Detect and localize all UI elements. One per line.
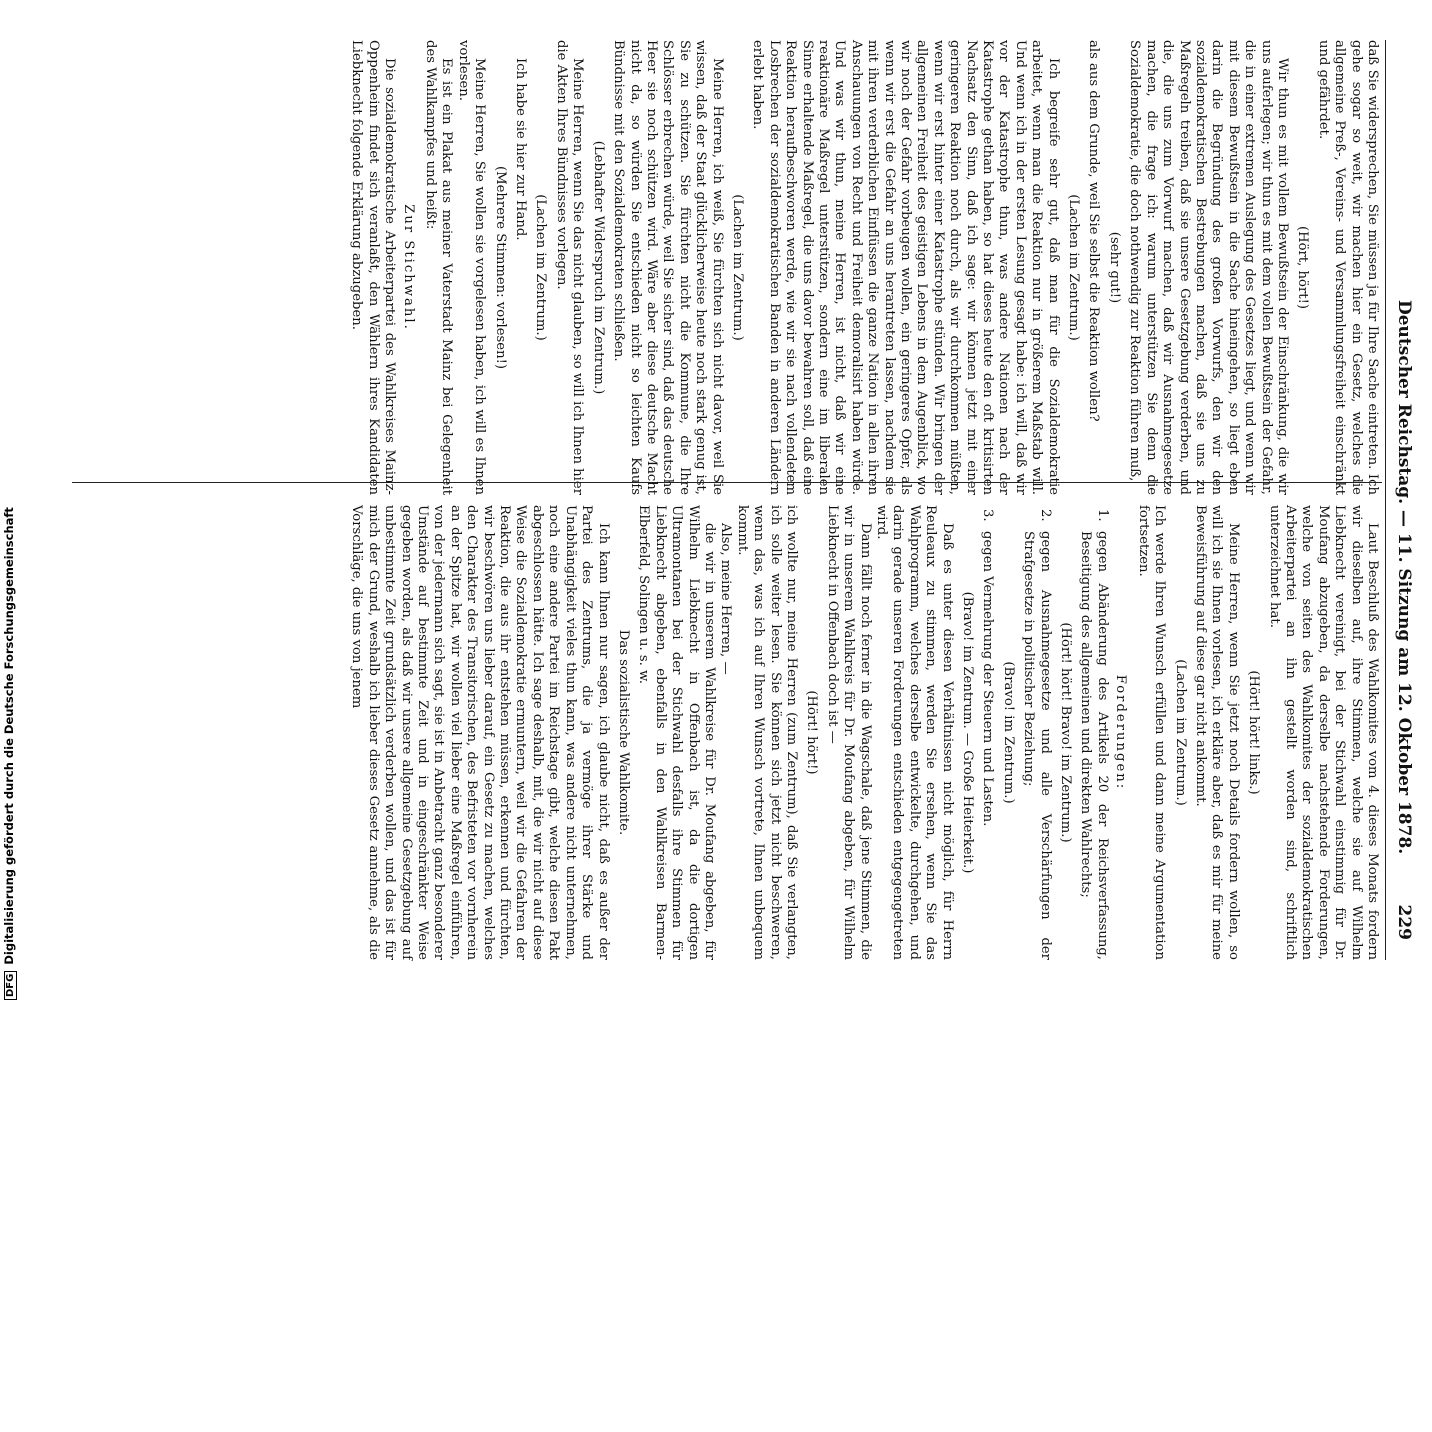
paragraph: Meine Herren, Sie wollen sie vorgelesen haben, ich will es Ihnen vorlesen. (455, 40, 488, 495)
list-item (1077, 505, 1110, 960)
right-column (348, 505, 1380, 960)
paragraph: Dann fällt noch ferner in die Wagschale, daß jene Stimmen, die wir in unserem Wahlkreis für Dr. Moufang abgeben, für Wilhelm Liebknecht in Offenbach doch ist — (824, 505, 873, 960)
stage-direction: (Lachen im Zentrum.) (533, 194, 549, 341)
scanned-page (52, 0, 1432, 1000)
paragraph: die wir in unserem Wahlkreise für Dr. Moufang abgeben, für Wilhelm Liebknecht in Offenbach ist, da die dortigen Ultramontanen bei der Stichwahl desfalls ihre Stimmen für Liebknecht abgeben, ebenfalls in den Wahlkreisen Barmen-Elberfeld, Solingen u. s. w. (636, 505, 717, 960)
stage-direction: (sehr gut!) (1106, 231, 1122, 304)
list-item (1020, 505, 1053, 960)
page-number: 229 (1394, 904, 1414, 940)
paragraph: Meine Herren, wenn Sie jetzt noch Details fordern wollen, so will ich sie Ihnen vorlesen, ich erkläre aber, daß es mir für meine Beweisführung auf diese gar nicht ankommt. (1192, 505, 1241, 960)
stage-direction: (Mehrere Stimmen: vorlesen!) (492, 165, 508, 370)
dfg-logo: DFG (4, 971, 17, 1000)
paragraph: Es ist ein Plakat aus meiner Vaterstadt Mainz bei Gelegenheit des Wahlkampfes und heißt: (423, 40, 455, 495)
credit-text: Digitalisierung gefördert durch die Deutsche Forschungsgemeinschaft (2, 507, 16, 965)
stage-direction: (Lachen im Zentrum.) (1172, 659, 1188, 806)
stage-direction: (Bravo! im Zentrum.) (1000, 661, 1016, 804)
paragraph: Ich begreife sehr gut, daß man für die Sozialdemokratie arbeitet, wenn man die Reaktion nur in größerem Maßstab will. Und wenn ich in der ersten Lesung gesagt habe: ich will, daß wir vor der Katastrophe thun, was andere Nationen nach der Katastrophe gethan haben, so hat dieses heute den oft kritisirten Nachsatz den Sinn, daß ich sage: wir können jetzt mit einer geringeren Reaktion noch durch, als wir durchkommen müßten, wenn wir erst hinter einer Katastrophe stünden. Wir bringen der allgemeinen Freiheit des geistigen Lebens in dem Augenblick, wo wir noch der Gefahr vorbeugen wollen, ein geringeres Opfer, als wenn wir erst die Gefahr an uns herantreten lassen, nachdem sie mit ihren verderblichen Einflüssen die ganze Nation in allen ihren Anschauungen von Recht und Freiheit demoralisirt haben würde. Und was wir thun, meine Herren, ist nicht, daß wir eine reaktionäre Maßregel unterstützen, sondern eine im liberalen Sinne erhaltende Maßregel, die uns davor bewahren soll, daß eine Reaktion heraufbeschworen werde, wie wir sie nach vollendetem Losbrechen der sozialdemokratischen Banden in anderen Ländern erlebt haben. (750, 40, 1061, 495)
stage-direction: (Lachen im Zentrum.) (729, 194, 745, 341)
list-text: gegen Abänderung des Artikels 20 der Reichsverfassung, Beseitigung des allgemeinen und direkten Wahlrechts; (1078, 531, 1110, 960)
running-head (1388, 40, 1414, 960)
digitization-credit (2, 0, 26, 1000)
section-heading: Zur Stichwahl. (400, 204, 416, 331)
paragraph: Ich werde Ihren Wunsch erfüllen und dann meine Argumentation fortsetzen. (1135, 505, 1168, 960)
running-title: Deutscher Reichstag. — 11. Sitzung am 12. Oktober 1878. (1394, 300, 1414, 855)
paragraph: Meine Herren, ich weiß, Sie fürchten sich nicht davor, weil Sie wissen, daß der Staat glücklicherweise heute noch stark genug ist, Sie zu schützen. Sie fürchten nicht die Kommune, die Ihre Schlösser erbrechen würde, weil Sie sicher sind, daß das deutsche Heer sie noch schützen wird. Wäre aber diese deutsche Macht nicht da, so würden Sie entschieden nicht so leichten Kaufs Bündnisse mit den Sozialdemokraten schließen. (611, 40, 725, 495)
list-number: 2. (1037, 509, 1053, 522)
list-text: gegen Vermehrung der Steuern und Lasten. (980, 531, 996, 827)
column-divider (72, 482, 1382, 483)
list-text: gegen Ausnahmegesetze und alle Verschärfungen der Strafgesetze in politischer Beziehung; (1021, 531, 1053, 960)
paragraph: Wir thun es mit vollem Bewußtsein der Einschränkung, die wir uns auferlegen; wir thun es mit dem vollen Bewußtsein der Gefahr, die in einer extremen Auslegung des Gesetzes liegt, und wenn wir mit diesem Bewußtsein in die Sache hineingehen, so liegt eben darin die Begründung des großen Vorwurfs, den wir den sozialdemokratischen Bestrebungen machen, daß sie uns zu Maßregeln treiben, daß sie unsere Gesetzgebung verderben, und die, die uns zum Vorwurf machen, daß wir Ausnahmegesetze machen, die frage ich: warum unterstützen Sie denn die Sozialdemokratie, die doch nothwendig zur Reaktion führen muß, (1127, 40, 1290, 495)
paragraph: Ich kann Ihnen nur sagen, ich glaube nicht, daß es außer der Partei des Zentrums, die ja vermöge ihrer Stärke und Unabhängigkeit vieles thun kann, was andere nicht unternehmen, noch eine andere Partei im Reichstage gibt, welche diesen Pakt abgeschlossen hätte. Ich sage deshalb, mit, die wir nicht auf diese Weise die Sozialdemokratie ermuntern, weil wir die Gefahren der Reaktion, die aus ihr entstehen müssen, erkennen und fürchten, wir beschwören uns lieber darauf, ein Gesetz zu machen, welches den Charakter des Transitorischen, des Befristeten vor vornherein an der Spitze hat, wir wollen viel lieber eine Maßregel einführen, von der jedermann sich sagt, sie ist in Anbetracht ganz besonderer Umstände auf bestimmte Zeit und in eingeschränkter Weise gegeben worden, als daß wir unsere allgemeine Gesetzgebung auf unbestimmte Zeit grundsätzlich verderben wollen, und das ist für mich der Grund, weshalb ich lieber dieses Gesetz annehme, als die Vorschläge, die uns von jenem (349, 505, 611, 960)
paragraph: Also, meine Herren, — (718, 523, 734, 675)
left-column (348, 40, 1380, 495)
stage-direction: (Lebhafter Widerspruch im Zentrum.) (590, 140, 606, 395)
paragraph: Laut Beschluß des Wahlkomites vom 4. dieses Monats fordern wir dieselben auf, ihre Stimmen, welche sie auf Wilhelm Liebknecht vereinigt, bei der Stichwahl einstimmig für Dr. Moufang abzugeben, da derselbe nachstehende Forderungen, welche von seiten des Wahlkomites der sozialdemokratischen Arbeiterpartei an ihn gestellt worden sind, schriftlich unterzeichnet hat. (1266, 505, 1380, 960)
signature-line: Das sozialistische Wahlkomite. (615, 629, 631, 836)
stage-direction: (Hört, hört!) (1295, 225, 1311, 310)
stage-direction: (Lachen im Zentrum.) (1066, 194, 1082, 341)
paragraph: Die sozialdemokratische Arbeiterpartei des Wahlkreises Mainz-Oppenheim findet sich veranlaßt, den Wählern ihres Kandidaten Liebknecht folgende Erklärung abzugeben. (349, 40, 398, 495)
paragraph: als aus dem Grunde, weil Sie selbst die Reaktion wollen? (1086, 40, 1102, 422)
list-number: 3. (980, 509, 996, 522)
paragraph: ich wollte nur, meine Herren (zum Zentrum), daß Sie verlangten, ich solle weiter lesen. Sie können sich jetzt nicht beschweren, wenn das, was ich auf Ihren Wunsch vortrete, Ihnen unbequem kommt. (734, 505, 799, 960)
stage-direction: (Bravo! im Zentrum. — Große Heiterkeit.) (960, 591, 976, 874)
list-number: 1. (1094, 509, 1110, 522)
section-heading: Forderungen: (1113, 674, 1129, 791)
stage-direction: (Hört! hört! Bravo! im Zentrum.) (1058, 622, 1074, 843)
list-item (979, 505, 995, 960)
paragraph: Meine Herren, wenn Sie das nicht glauben, so will ich Ihnen hier die Akten Ihres Bündnisses vorlegen. (553, 40, 586, 495)
stage-direction: (Hört! hört!) (804, 690, 820, 775)
paragraph: daß Sie widersprechen, Sie müssen ja für Ihre Sache eintreten. Ich gehe sogar so weit, wir machen hier ein Gesetz, welches die allgemeine Preß-, Vereins- und Versammlungsfreiheit einschränkt und gefährdet. (1315, 40, 1380, 495)
paragraph: Ich habe sie hier zur Hand. (513, 58, 529, 241)
header-rule (1385, 40, 1386, 960)
paragraph: Daß es unter diesen Verhältnissen nicht möglich, für Herrn Reuleaux zu stimmen, werden Sie ersehen, wenn Sie das Wahlprogramm, welches derselbe entwickelte, durchgehen, und darin gerade unseren Forderungen entschieden entgegengetreten wird. (874, 505, 955, 960)
stage-direction: (Hört! hört! links.) (1246, 670, 1262, 795)
